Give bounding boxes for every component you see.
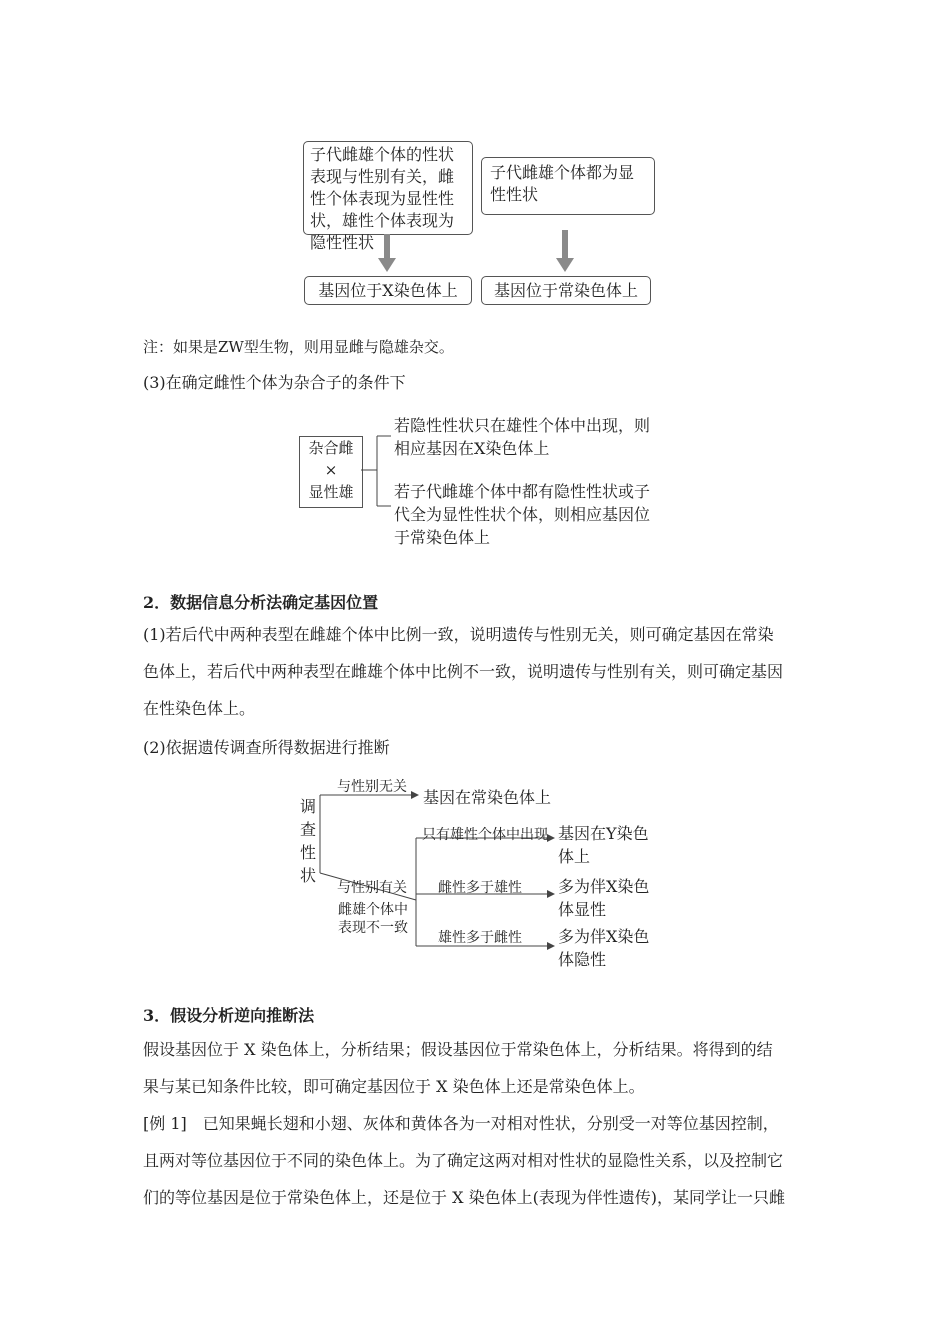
paragraph-line [143,1105,813,1142]
branch-y-result-line-2: 体上 [558,847,591,866]
section-2-paragraph-2: (2)依据遗传调查所得数据进行推断 [143,738,390,757]
cross-female: 杂合雌 [308,439,354,457]
upper-result: 基因在常染色体上 [423,788,552,807]
lower-label: 与性别有关 [337,880,407,896]
section-2-paragraph-1 [143,616,813,727]
paragraph-line: 在性染色体上。 [143,699,256,718]
result-right-text: 基因位于常染色体上 [493,281,638,300]
example-1 [143,1105,813,1216]
cross-box [299,436,363,508]
branch-xr-result-line-2: 体隐性 [558,950,607,969]
section-2-title: 2．数据信息分析法确定基因位置 [143,593,379,612]
paragraph-line: (1)若后代中两种表型在雌雄个体中比例一致，说明遗传与性别无关，则可确定基因在常染 [143,625,774,644]
paragraph-line: 假设基因位于 X 染色体上，分析结果；假设基因位于常染色体上，分析结果。将得到的结 [143,1040,773,1059]
lower-sub-line-1: 雌雄个体中 [338,902,408,918]
paragraph-line: 们的等位基因是位于常染色体上，还是位于 X 染色体上(表现为伴性遗传)，某同学让一只雌 [143,1188,786,1207]
example-label: [例 1] [143,1114,187,1133]
branch-2-line-1: 若子代雌雄个体中都有隐性性状或子 [394,482,651,501]
down-arrow-icon [378,234,396,272]
root-char: 查 [299,820,316,839]
root-char: 性 [299,843,316,862]
branch-1 [394,414,650,460]
condition-right-text: 子代雌雄个体都为显性性状 [490,163,635,204]
condition-box-left [303,141,473,252]
branch-y-result [558,822,649,868]
result-box-left [304,276,472,305]
branch-y-result-line-1: 基因在Y染色 [558,824,649,843]
lower-sub-line-2: 表现不一致 [338,920,408,936]
section-3-paragraph [143,1031,813,1105]
root-survey-traits [298,795,318,887]
result-box-right [481,276,651,305]
branch-2-line-2: 代全为显性性状个体，则相应基因位 [394,505,651,524]
condition-box-right [481,157,655,215]
paragraph-line: 果与某已知条件比较，即可确定基因位于 X 染色体上还是常染色体上。 [143,1077,645,1096]
cross-male: 显性雄 [308,483,354,501]
branch-xr-result [558,925,649,971]
paragraph-line: 且两对等位基因位于不同的染色体上。为了确定这两对相对性状的显隐性关系，以及控制它 [143,1151,784,1170]
branch-y-label: 只有雄性个体中出现 [422,827,548,843]
branch-xd-result [558,875,649,921]
branch-xd-result-line-1: 多为伴X染色 [558,877,650,896]
result-left-text: 基因位于X染色体上 [318,281,458,300]
item-3-heading: (3)在确定雌性个体为杂合子的条件下 [143,373,406,392]
note: 注：如果是ZW型生物，则用显雌与隐雄杂交。 [143,338,454,356]
condition-left-text: 子代雌雄个体的性状表现与性别有关，雌性个体表现为显性性状，雄性个体表现为隐性性状 [310,145,455,252]
branch-1-line-2: 相应基因在X染色体上 [394,439,550,458]
lower-sub [338,901,408,937]
branch-xd-result-line-2: 体显性 [558,900,607,919]
branch-2-line-3: 于常染色体上 [394,528,491,547]
example-line-1-text: 已知果蝇长翅和小翅、灰体和黄体各为一对相对性状，分别受一对等位基因控制， [202,1114,779,1133]
branch-1-line-1: 若隐性性状只在雄性个体中出现，则 [394,416,651,435]
down-arrows [300,230,660,278]
root-char: 状 [299,866,316,885]
branch-xd-label: 雌性多于雄性 [438,880,522,896]
cross-symbol: × [324,461,338,479]
branch-xr-result-line-1: 多为伴X染色 [558,927,650,946]
upper-label: 与性别无关 [337,779,407,795]
root-char: 调 [299,797,316,816]
section-3-title: 3．假设分析逆向推断法 [143,1006,315,1025]
paragraph-line: 色体上，若后代中两种表型在雌雄个体中比例不一致，说明遗传与性别有关，则可确定基因 [143,662,784,681]
down-arrow-icon [556,230,574,272]
branch-xr-label: 雄性多于雌性 [438,930,522,946]
branch-2 [394,480,650,549]
